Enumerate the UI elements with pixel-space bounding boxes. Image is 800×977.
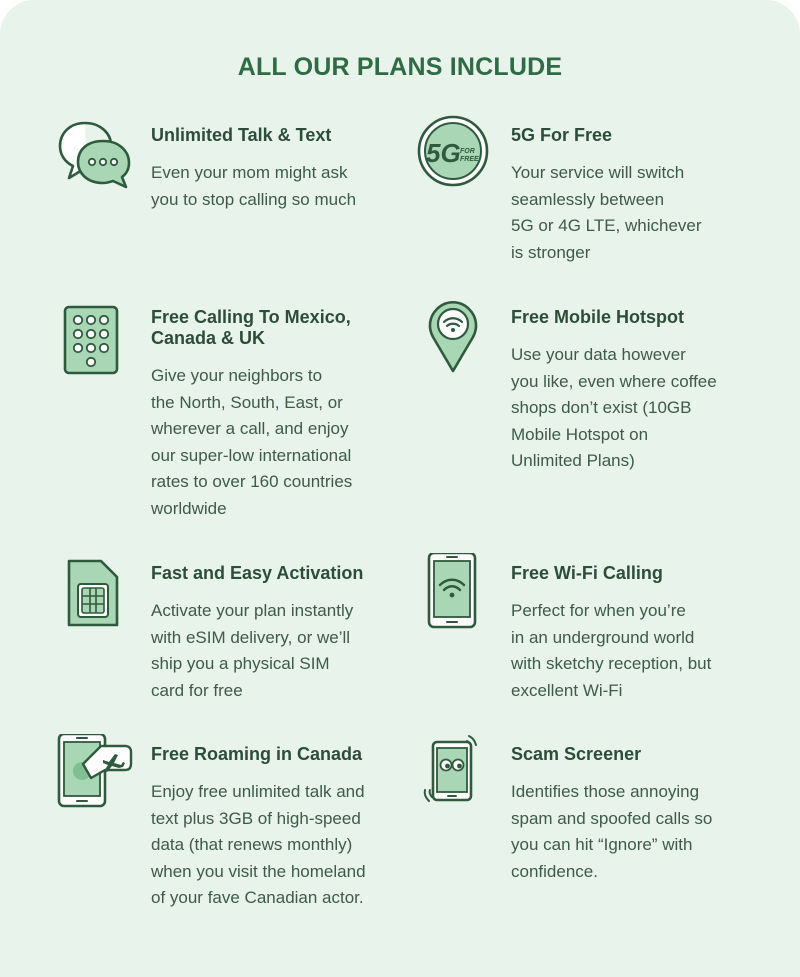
sim-card-icon <box>57 553 137 633</box>
feature-title: Unlimited Talk & Text <box>151 125 332 145</box>
feature-description: Your service will switch seamlessly between 5G or 4G LTE, whichever is stronger <box>511 163 702 262</box>
feature-title: Free Roaming in Canada <box>151 744 363 764</box>
svg-text:FOR: FOR <box>460 148 475 155</box>
keypad-icon <box>57 297 137 377</box>
wifi-phone-icon <box>417 553 497 633</box>
hotspot-pin-icon <box>417 297 497 377</box>
feature-title: Fast and Easy Activation <box>151 563 364 583</box>
feature-description: Give your neighbors to the North, South, East, or wherever a call, and enjoy our super-low international rates to over 160 countries worldwide <box>151 366 353 518</box>
feature-description: Enjoy free unlimited talk and text plus 3GB of high-speed data (that renews monthly) when you visit the homeland of your fave Canadian actor. <box>151 782 366 907</box>
feature-title: Free Calling To Mexico, Canada & UK <box>151 307 351 348</box>
svg-text:5G: 5G <box>426 138 461 168</box>
feature-title: Free Mobile Hotspot <box>511 307 685 327</box>
feature-title: 5G For Free <box>511 125 613 145</box>
svg-text:FREE: FREE <box>460 156 479 163</box>
feature-description: Activate your plan instantly with eSIM delivery, or we’ll ship you a physical SIM card for free <box>151 601 354 700</box>
feature-description: Even your mom might ask you to stop calling so much <box>151 163 357 209</box>
scam-phone-eyes-icon <box>417 734 497 814</box>
5g-for-free-icon <box>417 115 497 195</box>
roaming-airplane-icon <box>57 734 137 814</box>
feature-title: Scam Screener <box>511 744 642 764</box>
page-title: ALL OUR PLANS INCLUDE <box>237 53 563 81</box>
feature-description: Perfect for when you’re in an underground world with sketchy reception, but excellent Wi-Fi <box>511 601 712 700</box>
chat-bubbles-icon <box>57 115 137 195</box>
feature-title: Free Wi-Fi Calling <box>511 563 663 583</box>
feature-description: Use your data however you like, even where coffee shops don’t exist (10GB Mobile Hotspot on Unlimited Plans) <box>511 345 717 470</box>
feature-description: Identifies those annoying spam and spoofed calls so you can hit “Ignore” with confidence. <box>511 782 713 881</box>
